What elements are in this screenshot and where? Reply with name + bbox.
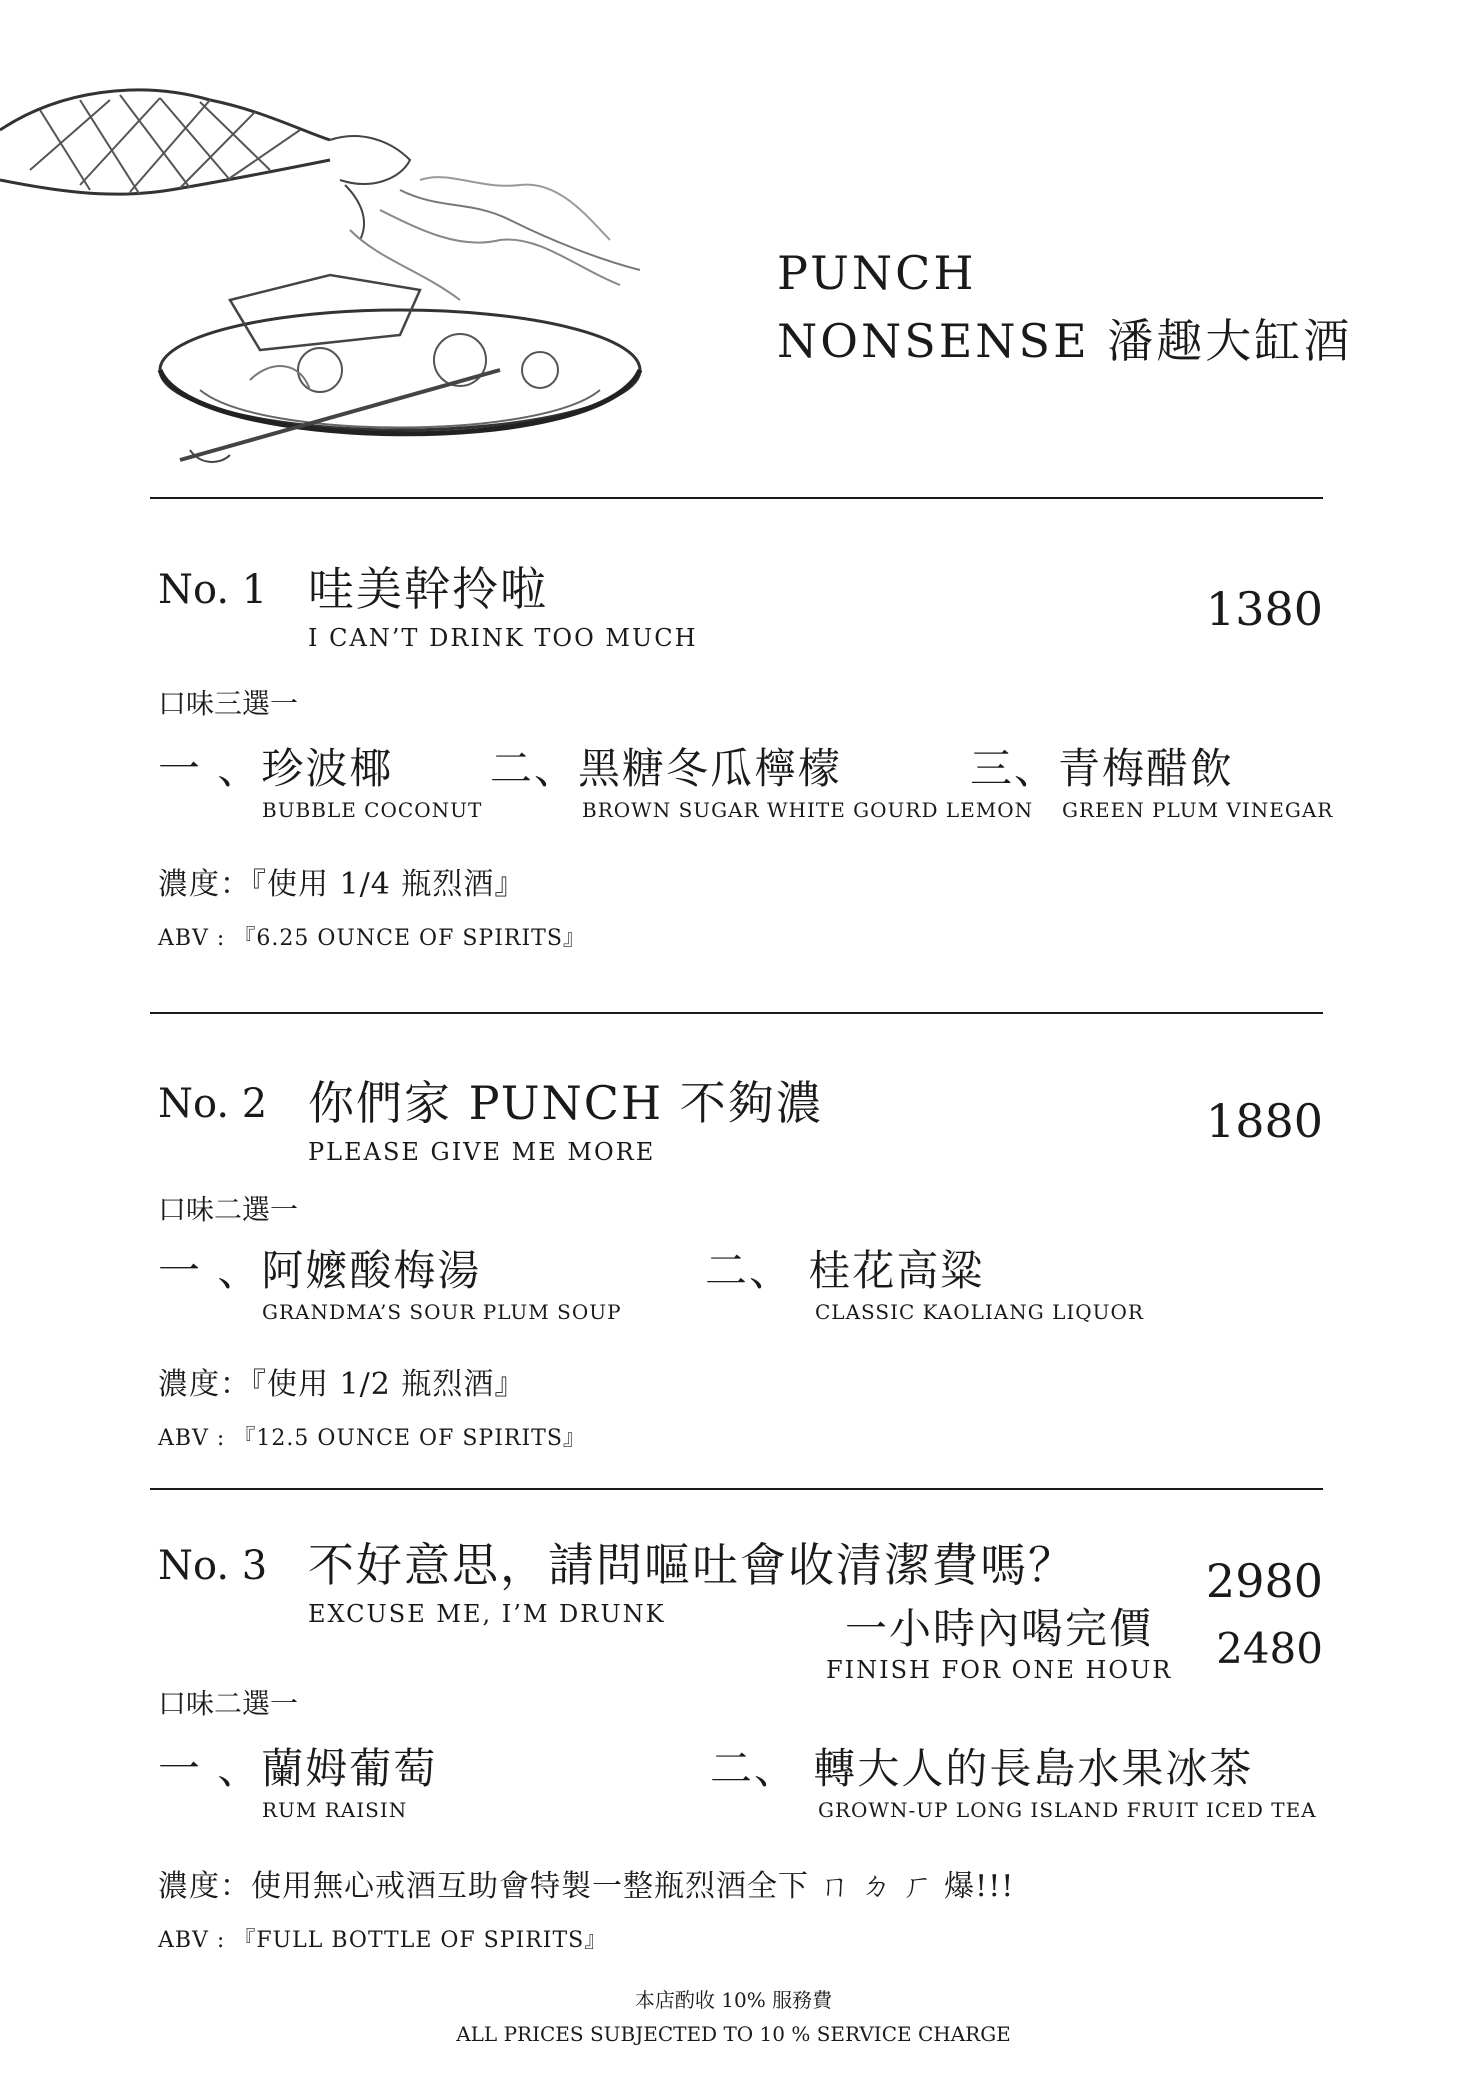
item-name-en: PLEASE GIVE ME MORE [308, 1138, 656, 1166]
special-offer-en: FINISH FOR ONE HOUR [826, 1656, 1173, 1684]
flavor-option-2-en: GROWN-UP LONG ISLAND FRUIT ICED TEA [818, 1798, 1317, 1822]
item-name-en: EXCUSE ME, I’M DRUNK [308, 1600, 666, 1628]
flavor-option-2-en: BROWN SUGAR WHITE GOURD LEMON [582, 798, 1034, 822]
abv-en: ABV : 『FULL BOTTLE OF SPIRITS』 [158, 1928, 608, 1953]
special-price: 2480 [1216, 1624, 1323, 1673]
item-price: 2980 [1205, 1554, 1323, 1608]
flavor-heading: 口味二選一 [158, 1687, 299, 1720]
item-name: 哇美幹拎啦 [308, 562, 548, 616]
abv-zh: 濃度：使用無心戒酒互助會特製一整瓶烈酒全下 ㄇ ㄉ ㄏ 爆!!! [158, 1869, 1015, 1904]
abv-en: ABV : 『12.5 OUNCE OF SPIRITS』 [158, 1426, 586, 1451]
flavor-option-1-en: BUBBLE COCONUT [262, 798, 483, 822]
service-charge-note-zh: 本店酌收 10% 服務費 [634, 1988, 833, 2012]
item-number: No. 1 [158, 567, 268, 613]
service-charge-note-en: ALL PRICES SUBJECTED TO 10 % SERVICE CHARGE [456, 2022, 1011, 2046]
flavor-option-1: 一 、阿嬤酸梅湯 [158, 1246, 482, 1295]
special-offer-zh: 一小時內喝完價 [845, 1604, 1154, 1653]
menu-title-line1: PUNCH [777, 246, 977, 300]
flavor-option-3-en: GREEN PLUM VINEGAR [1062, 798, 1334, 822]
flavor-option-2-en: CLASSIC KAOLIANG LIQUOR [815, 1300, 1144, 1324]
item-name: 你們家 PUNCH 不夠濃 [308, 1076, 824, 1130]
flavor-heading: 口味三選一 [158, 687, 299, 720]
item-price: 1380 [1205, 582, 1323, 636]
flavor-option-1-en: GRANDMA’S SOUR PLUM SOUP [262, 1300, 622, 1324]
section-divider [150, 1488, 1323, 1490]
item-price: 1880 [1205, 1094, 1323, 1148]
item-number: No. 2 [158, 1081, 268, 1127]
punch-bowl-illustration [0, 70, 760, 470]
flavor-option-1: 一 、蘭姆葡萄 [158, 1744, 438, 1793]
flavor-option-2: 二、黑糖冬瓜檸檬 [490, 744, 843, 793]
item-name: 不好意思，請問嘔吐會收清潔費嗎？ [308, 1538, 1076, 1592]
flavor-heading: 口味二選一 [158, 1193, 299, 1226]
menu-title-line2: NONSENSE 潘趣大缸酒 [777, 314, 1353, 368]
section-divider [150, 497, 1323, 499]
item-name-en: I CAN’T DRINK TOO MUCH [308, 624, 698, 652]
abv-en: ABV : 『6.25 OUNCE OF SPIRITS』 [158, 926, 586, 951]
section-divider [150, 1012, 1323, 1014]
flavor-option-2: 二、 桂花高粱 [705, 1246, 985, 1295]
flavor-option-3: 三、青梅醋飲 [970, 744, 1235, 793]
flavor-option-1-en: RUM RAISIN [262, 1798, 408, 1822]
abv-zh: 濃度：『使用 1/4 瓶烈酒』 [158, 867, 526, 902]
item-number: No. 3 [158, 1543, 268, 1589]
abv-zh: 濃度：『使用 1/2 瓶烈酒』 [158, 1367, 526, 1402]
flavor-option-1: 一 、珍波椰 [158, 744, 394, 793]
flavor-option-2: 二、 轉大人的長島水果冰茶 [710, 1744, 1254, 1793]
